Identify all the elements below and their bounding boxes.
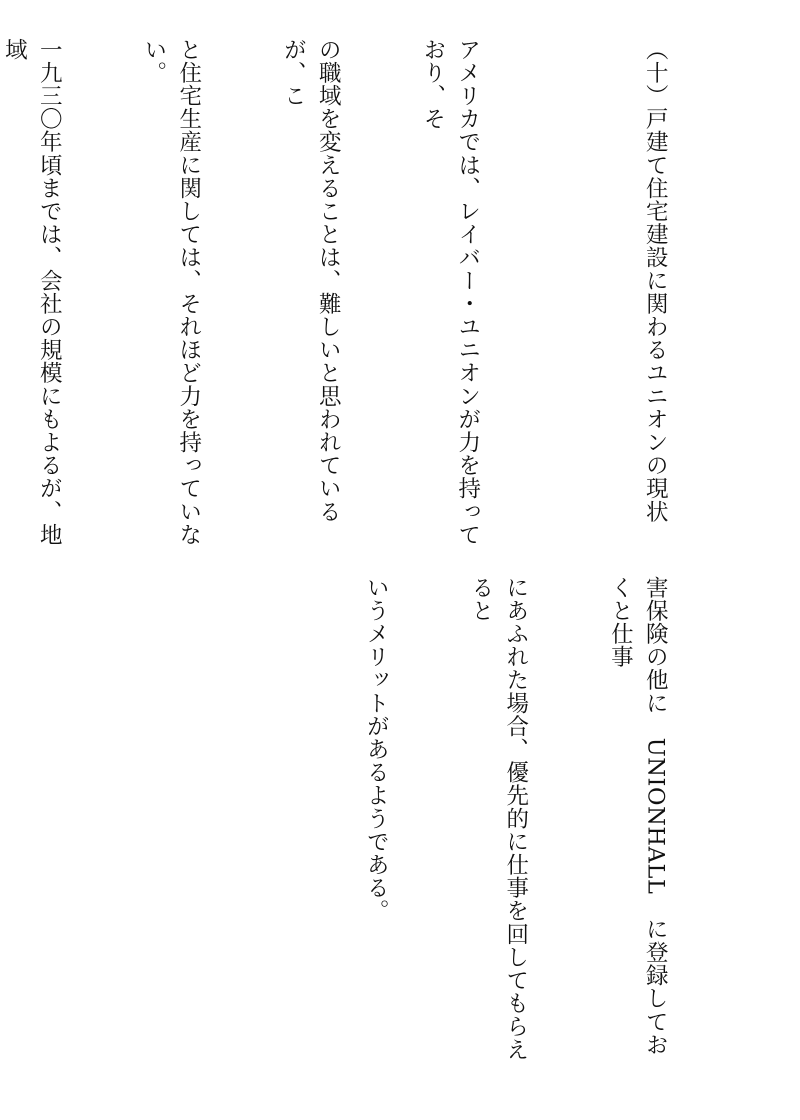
lower-text-section (289, 576, 742, 1076)
paragraph1-line: と住宅生産に関しては、それほど力を持っていない。 (140, 38, 202, 547)
paragraph1-line: の職域を変えることは、難しいと思われているが、こ (280, 38, 342, 524)
paragraph2-cont-line: いうメリットがあるようである。 (363, 576, 390, 923)
section-heading: （十）戸建て住宅建設に関わるユニオンの現状 (642, 38, 669, 524)
upper-text-section (0, 38, 742, 558)
paragraph1-line: アメリカでは、レイバー・ユニオンが力を持っており、そ (419, 38, 481, 547)
paragraph2-cont-line: 害保険の他に UNIONHALL に登録しておくと仕事 (607, 576, 669, 1057)
paragraph1-line: 一九三〇年頃までは、会社の規模にもよるが、地域 (1, 38, 63, 547)
paragraph2-cont-line: にあふれた場合、優先的に仕事を回してもらえると (467, 576, 529, 1062)
